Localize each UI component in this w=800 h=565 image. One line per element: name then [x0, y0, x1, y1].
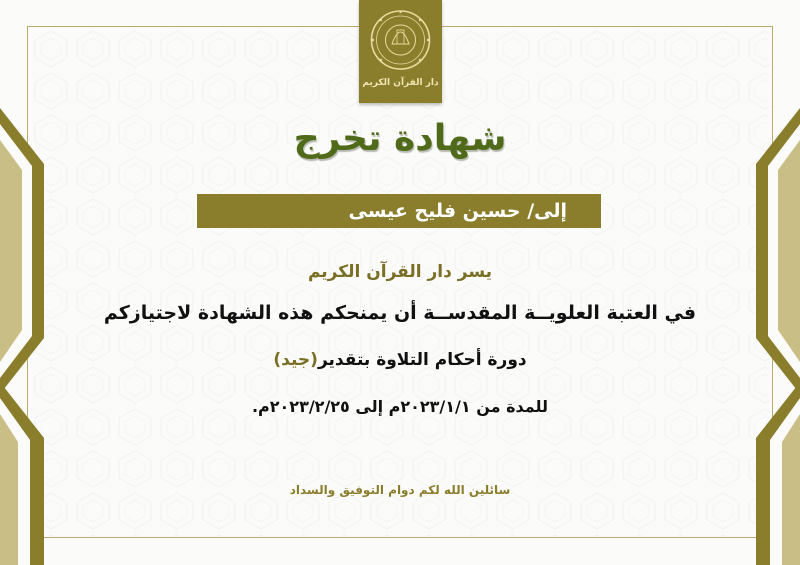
- certificate-title: شهادة تخرج: [293, 118, 507, 159]
- logo-caption: دار القرآن الكريم: [362, 78, 439, 88]
- body-line-1: يسر دار القرآن الكريم: [307, 262, 493, 282]
- body-line-2: في العتبة العلويــة المقدســة أن يمنحكم هذه الشهادة لاجتيازكم: [103, 302, 697, 324]
- recipient-bar: [197, 194, 601, 228]
- body-line-3: [80, 350, 720, 370]
- recipient-prefix: إلى/: [527, 200, 567, 222]
- logo-seal: [359, 0, 442, 103]
- course-text: دورة أحكام التلاوة بتقدير: [317, 350, 527, 370]
- grade-text: (جيد): [273, 350, 318, 370]
- recipient-name: حسين فليح عيسى: [348, 200, 521, 222]
- body-line-4-dates: للمدة من ٢٠٢٣/١/١م إلى ٢٠٢٣/٢/٢٥م.: [251, 397, 549, 416]
- closing-text: سائلين الله لكم دوام التوفيق والسداد: [289, 483, 511, 497]
